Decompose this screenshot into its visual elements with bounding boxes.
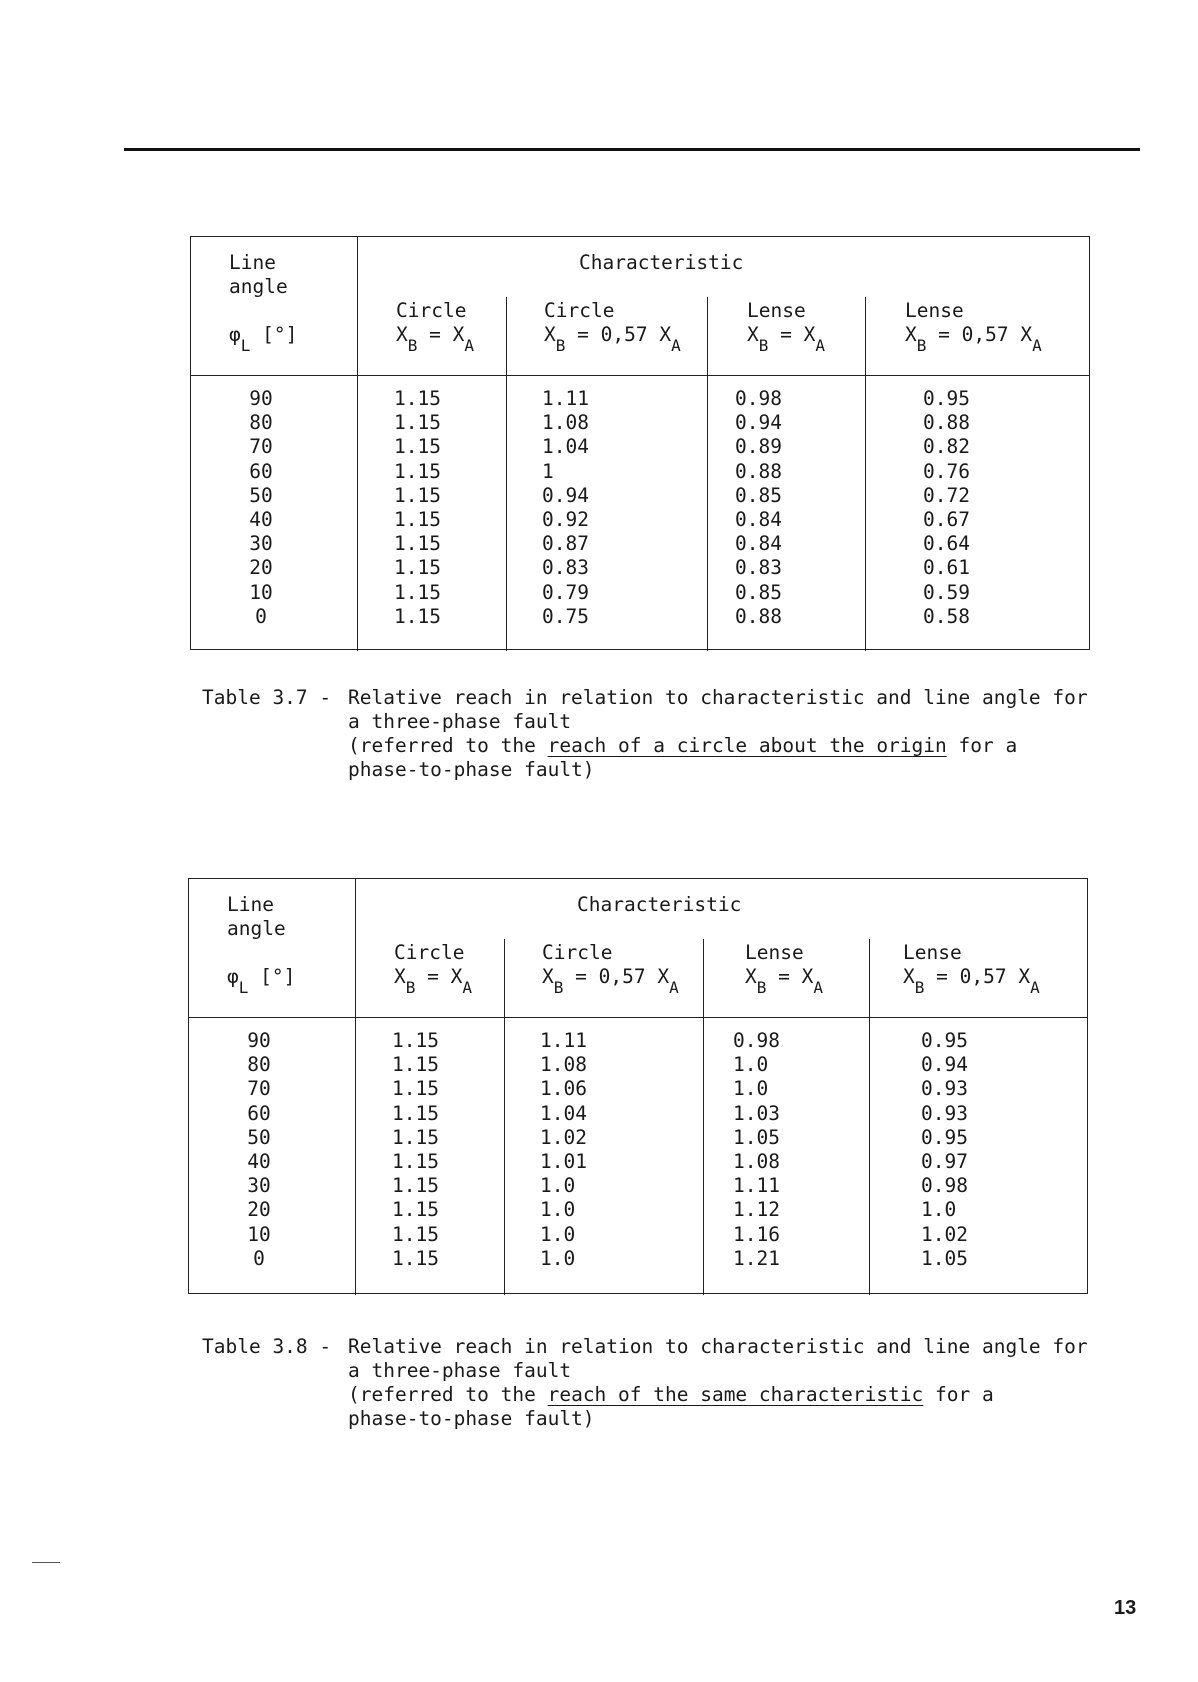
table-caption-line2: a three-phase fault	[348, 710, 572, 733]
value-cell: 1.15	[392, 1053, 439, 1077]
line-angle-label-2: angle	[229, 275, 288, 298]
value-cell: 0.88	[735, 604, 782, 628]
col-name: Circle	[394, 941, 465, 964]
angle-cell: 20	[247, 1198, 271, 1222]
col-name: Circle	[542, 941, 613, 964]
angle-cell: 0	[255, 604, 267, 628]
value-cell: 1.15	[394, 508, 441, 531]
line-angle-label-2: angle	[227, 917, 286, 940]
value-cell: 1.0	[733, 1077, 769, 1101]
angle-cell: 60	[247, 1101, 271, 1125]
value-cell: 0.76	[923, 459, 970, 483]
value-cell: 1.08	[542, 411, 589, 435]
value-cell: 0.83	[542, 556, 589, 580]
col-formula: $X_B = 0,57$ $X_A$	[544, 323, 681, 355]
value-cell: 1.02	[540, 1125, 587, 1149]
value-cell: 1.04	[542, 435, 589, 459]
value-cell: 0.88	[735, 459, 782, 483]
value-cell: 0.92	[542, 508, 589, 531]
col-formula: $X_B = 0,57$ $X_A$	[905, 323, 1042, 355]
angle-cell: 80	[249, 411, 273, 435]
col-formula: $X_B = X_A$	[745, 965, 824, 997]
value-cell: 1.11	[542, 387, 589, 410]
value-cell: 1.15	[394, 556, 441, 580]
value-cell: 0.95	[921, 1029, 968, 1052]
value-cell: 0.83	[735, 556, 782, 580]
value-cell: 0.94	[921, 1053, 968, 1077]
value-cell: 0.75	[542, 604, 589, 628]
col-name: Lense	[903, 941, 962, 964]
value-cell: 0.82	[923, 435, 970, 459]
table-caption-line2: a three-phase fault	[348, 1359, 572, 1382]
value-cell: 1.06	[540, 1077, 587, 1101]
phi-angle-label: $\varphi_L$ [°]	[227, 965, 296, 997]
value-cell: 1.16	[733, 1222, 780, 1246]
value-cell: 1.15	[394, 459, 441, 483]
line-angle-label: Line	[227, 893, 274, 916]
angle-cell: 60	[249, 459, 273, 483]
value-cell: 1.15	[392, 1150, 439, 1173]
column-divider	[504, 939, 505, 1295]
value-cell: 1.12	[733, 1198, 780, 1222]
value-cell: 1.0	[540, 1222, 576, 1246]
value-cell: 0.98	[735, 387, 782, 410]
top-rule	[124, 148, 1140, 151]
value-cell: 1.15	[394, 411, 441, 435]
column-divider	[506, 297, 507, 651]
column-divider	[707, 297, 708, 651]
value-cell: 1.15	[392, 1174, 439, 1198]
col-name: Lense	[747, 299, 806, 322]
value-cell: 1.02	[921, 1222, 968, 1246]
value-cell: 0.61	[923, 556, 970, 580]
line-angle-label: Line	[229, 251, 276, 274]
col-name: Circle	[396, 299, 467, 322]
value-cell: 1.15	[392, 1125, 439, 1149]
angle-cell: 50	[247, 1125, 271, 1149]
value-cell: 1.0	[540, 1198, 576, 1222]
angle-cell: 90	[249, 387, 273, 410]
value-cell: 1.08	[733, 1150, 780, 1173]
table-caption-line4: phase-to-phase fault)	[348, 758, 595, 781]
value-cell: 0.88	[923, 411, 970, 435]
angle-cell: 50	[249, 483, 273, 507]
value-cell: 1	[542, 459, 554, 483]
table-caption-line3: (referred to the reach of the same characteristic for a	[348, 1383, 994, 1406]
value-cell: 1.15	[392, 1222, 439, 1246]
table-caption-label: Table 3.8 -	[202, 1335, 332, 1358]
page-number: 13	[1114, 1597, 1137, 1619]
column-divider	[869, 939, 870, 1295]
value-cell: 1.0	[921, 1198, 957, 1222]
value-cell: 0.93	[921, 1101, 968, 1125]
table-caption-line1: Relative reach in relation to characteristic and line angle for	[348, 686, 1088, 709]
angle-cell: 40	[247, 1150, 271, 1173]
value-cell: 1.01	[540, 1150, 587, 1173]
value-cell: 0.64	[923, 532, 970, 556]
col-formula: $X_B = X_A$	[394, 965, 473, 997]
col-name: Lense	[905, 299, 964, 322]
value-cell: 1.0	[540, 1174, 576, 1198]
column-divider	[703, 939, 704, 1295]
value-cell: 1.0	[733, 1053, 769, 1077]
angle-cell: 90	[247, 1029, 271, 1052]
angle-cell: 70	[249, 435, 273, 459]
value-cell: 1.15	[394, 604, 441, 628]
value-cell: 0.84	[735, 532, 782, 556]
table-caption-line1: Relative reach in relation to characteristic and line angle for	[348, 1335, 1088, 1358]
margin-mark	[32, 1562, 60, 1563]
value-cell: 1.15	[392, 1101, 439, 1125]
value-cell: 1.15	[394, 580, 441, 604]
value-cell: 1.11	[540, 1029, 587, 1052]
angle-cell: 20	[249, 556, 273, 580]
value-cell: 0.85	[735, 580, 782, 604]
angle-cell: 10	[247, 1222, 271, 1246]
angle-cell: 40	[249, 508, 273, 531]
column-divider	[357, 237, 358, 651]
value-cell: 0.59	[923, 580, 970, 604]
value-cell: 1.05	[733, 1125, 780, 1149]
value-cell: 1.03	[733, 1101, 780, 1125]
value-cell: 0.58	[923, 604, 970, 628]
table-3-8	[188, 878, 1088, 1294]
col-formula: $X_B = 0,57$ $X_A$	[903, 965, 1040, 997]
value-cell: 1.15	[392, 1198, 439, 1222]
value-cell: 1.15	[394, 483, 441, 507]
value-cell: 1.15	[392, 1077, 439, 1101]
value-cell: 0.89	[735, 435, 782, 459]
value-cell: 0.79	[542, 580, 589, 604]
value-cell: 1.15	[392, 1029, 439, 1052]
col-name: Lense	[745, 941, 804, 964]
table-caption-label: Table 3.7 -	[202, 686, 332, 709]
col-name: Circle	[544, 299, 615, 322]
col-formula: $X_B = X_A$	[747, 323, 826, 355]
value-cell: 1.15	[394, 435, 441, 459]
value-cell: 0.98	[921, 1174, 968, 1198]
table-caption-line3: (referred to the reach of a circle about the origin for a	[348, 734, 1018, 757]
phi-angle-label: $\varphi_L$ [°]	[229, 323, 298, 355]
column-divider	[355, 879, 356, 1295]
column-divider	[865, 297, 866, 651]
angle-cell: 30	[249, 532, 273, 556]
col-formula: $X_B = X_A$	[396, 323, 475, 355]
value-cell: 0.85	[735, 483, 782, 507]
value-cell: 0.97	[921, 1150, 968, 1173]
table-3-7	[190, 236, 1090, 650]
value-cell: 0.95	[921, 1125, 968, 1149]
value-cell: 0.72	[923, 483, 970, 507]
angle-cell: 10	[249, 580, 273, 604]
value-cell: 0.67	[923, 508, 970, 531]
value-cell: 0.95	[923, 387, 970, 410]
col-formula: $X_B = 0,57$ $X_A$	[542, 965, 679, 997]
value-cell: 0.87	[542, 532, 589, 556]
value-cell: 1.04	[540, 1101, 587, 1125]
value-cell: 0.98	[733, 1029, 780, 1052]
table-caption-line4: phase-to-phase fault)	[348, 1407, 595, 1430]
value-cell: 1.0	[540, 1246, 576, 1270]
value-cell: 1.21	[733, 1246, 780, 1270]
value-cell: 1.15	[394, 387, 441, 410]
value-cell: 1.08	[540, 1053, 587, 1077]
angle-cell: 0	[253, 1246, 265, 1270]
characteristic-heading: Characteristic	[577, 893, 742, 916]
angle-cell: 80	[247, 1053, 271, 1077]
value-cell: 1.05	[921, 1246, 968, 1270]
value-cell: 0.94	[735, 411, 782, 435]
angle-cell: 30	[247, 1174, 271, 1198]
value-cell: 1.15	[392, 1246, 439, 1270]
value-cell: 0.93	[921, 1077, 968, 1101]
value-cell: 1.11	[733, 1174, 780, 1198]
characteristic-heading: Characteristic	[579, 251, 744, 274]
value-cell: 0.94	[542, 483, 589, 507]
value-cell: 0.84	[735, 508, 782, 531]
angle-cell: 70	[247, 1077, 271, 1101]
value-cell: 1.15	[394, 532, 441, 556]
